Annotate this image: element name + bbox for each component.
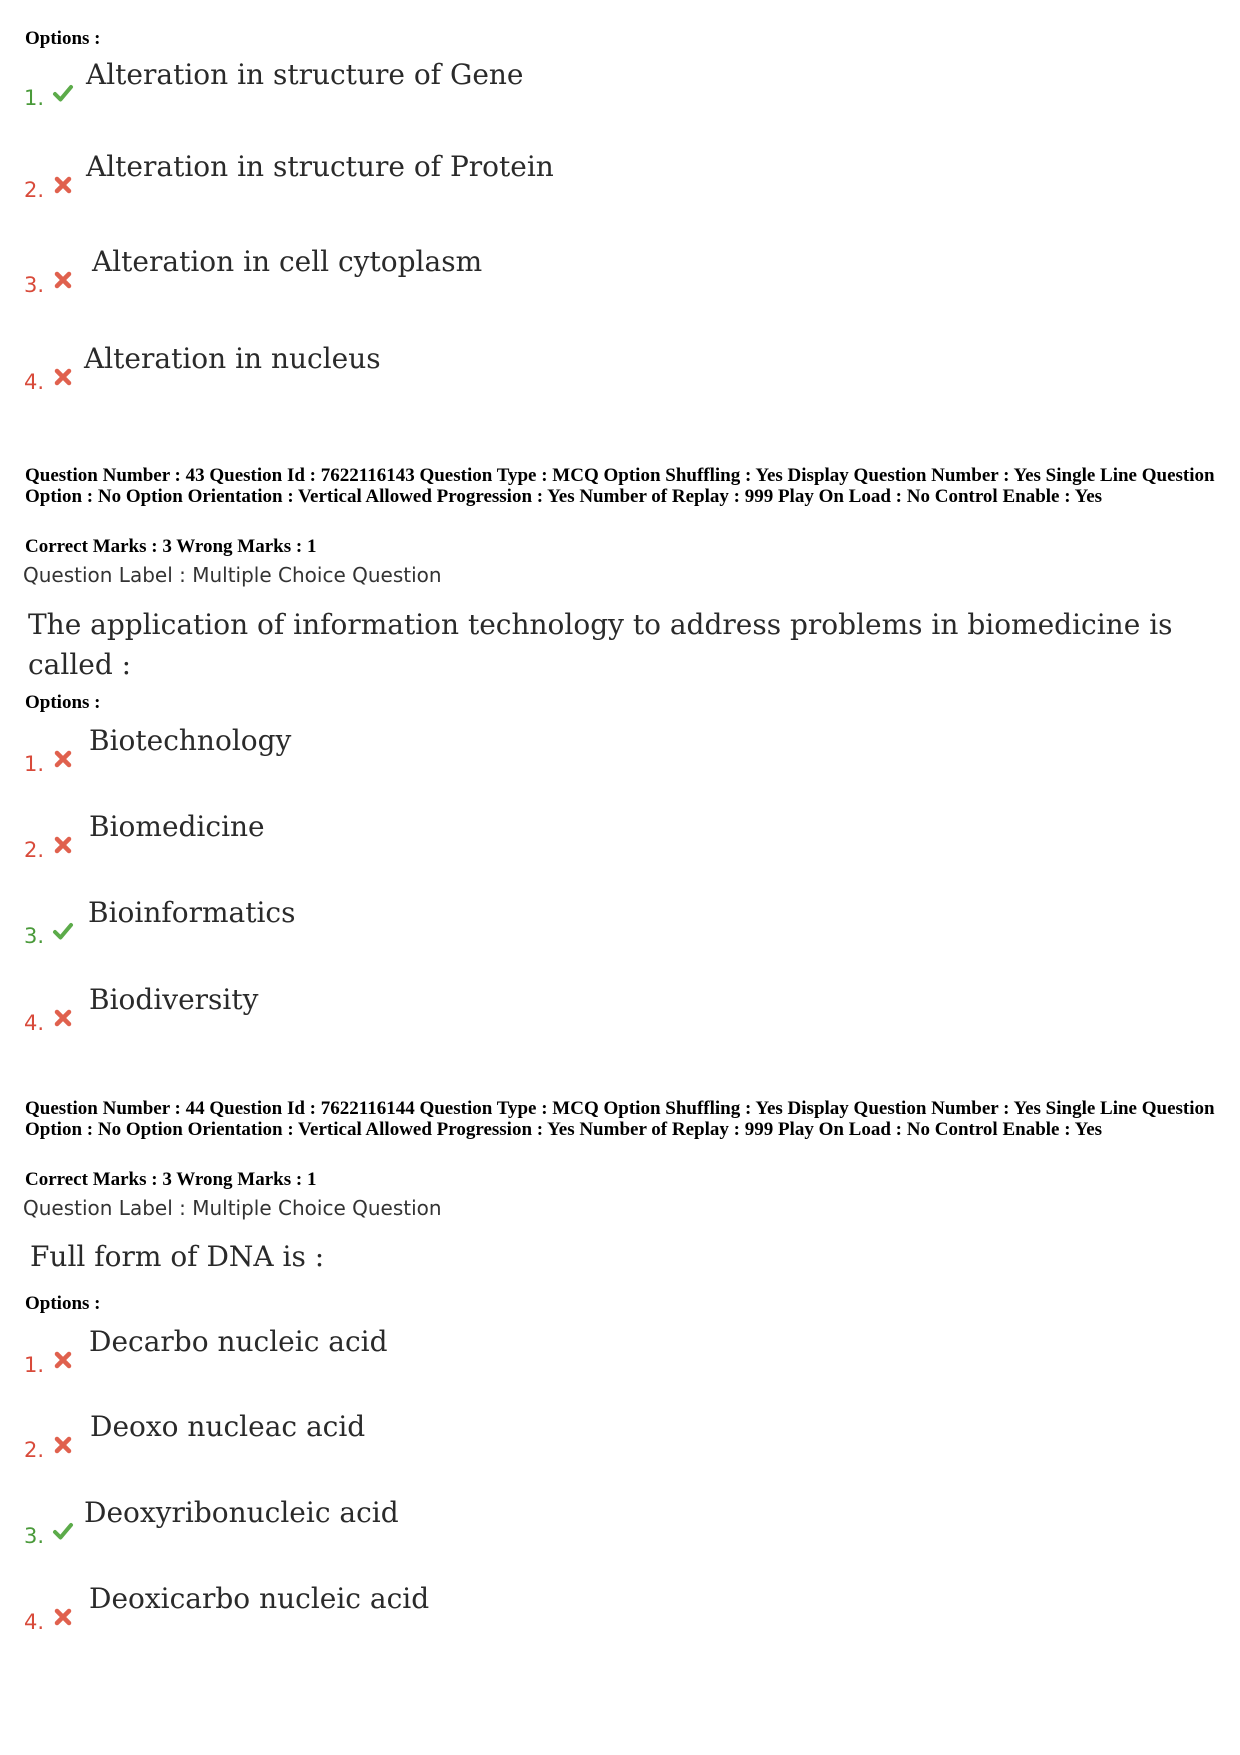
question-label: Question Label : Multiple Choice Question [23, 563, 442, 587]
question-text: Full form of DNA is : [30, 1240, 325, 1273]
option-text: Alteration in cell cytoplasm [92, 245, 483, 278]
question-meta: Question Number : 43 Question Id : 7622116143 Question Type : MCQ Option Shuffling : Yes Display Question Number : Yes Single Line Question Option : No Option Orientation : Vertical Allowed Progression : Yes Number of Replay : 999 Play On Load : No Control Enable : Yes [25, 465, 1215, 507]
options-heading: Options : [25, 692, 101, 713]
option-text: Alteration in structure of Protein [86, 150, 554, 183]
wrong-cross-icon [52, 834, 74, 856]
option-text: Deoxo nucleac acid [90, 1410, 366, 1443]
question-meta: Question Number : 44 Question Id : 7622116144 Question Type : MCQ Option Shuffling : Yes Display Question Number : Yes Single Line Question Option : No Option Orientation : Vertical Allowed Progression : Yes Number of Replay : 999 Play On Load : No Control Enable : Yes [25, 1098, 1215, 1140]
option-number: 1. [24, 1353, 45, 1377]
correct-check-icon [52, 920, 74, 942]
option-text: Alteration in structure of Gene [86, 58, 524, 91]
correct-check-icon [52, 1520, 74, 1542]
option-text: Biodiversity [89, 983, 259, 1016]
option-number: 1. [24, 752, 45, 776]
option-text: Alteration in nucleus [84, 342, 381, 375]
option-text: Deoxyribonucleic acid [84, 1496, 399, 1529]
question-label: Question Label : Multiple Choice Question [23, 1196, 442, 1220]
option-number: 2. [24, 1438, 45, 1462]
wrong-cross-icon [52, 366, 74, 388]
marks-line: Correct Marks : 3 Wrong Marks : 1 [25, 536, 317, 557]
option-number: 4. [24, 1610, 45, 1634]
option-number: 3. [24, 273, 45, 297]
option-number: 4. [24, 370, 45, 394]
option-number: 2. [24, 838, 45, 862]
option-number: 3. [24, 924, 45, 948]
option-number: 2. [24, 178, 45, 202]
wrong-cross-icon [52, 1606, 74, 1628]
options-heading: Options : [25, 28, 101, 49]
option-text: Deoxicarbo nucleic acid [89, 1582, 430, 1615]
wrong-cross-icon [52, 1349, 74, 1371]
option-text: Decarbo nucleic acid [89, 1325, 388, 1358]
wrong-cross-icon [52, 748, 74, 770]
option-number: 3. [24, 1524, 45, 1548]
option-text: Bioinformatics [88, 896, 296, 929]
marks-line: Correct Marks : 3 Wrong Marks : 1 [25, 1169, 317, 1190]
wrong-cross-icon [52, 1434, 74, 1456]
options-heading: Options : [25, 1293, 101, 1314]
option-number: 1. [24, 86, 45, 110]
option-text: Biomedicine [89, 810, 265, 843]
wrong-cross-icon [52, 1007, 74, 1029]
wrong-cross-icon [52, 174, 74, 196]
correct-check-icon [52, 82, 74, 104]
wrong-cross-icon [52, 269, 74, 291]
question-text: The application of information technology to address problems in biomedicine is called : [28, 608, 1173, 681]
option-text: Biotechnology [89, 724, 292, 757]
option-number: 4. [24, 1011, 45, 1035]
